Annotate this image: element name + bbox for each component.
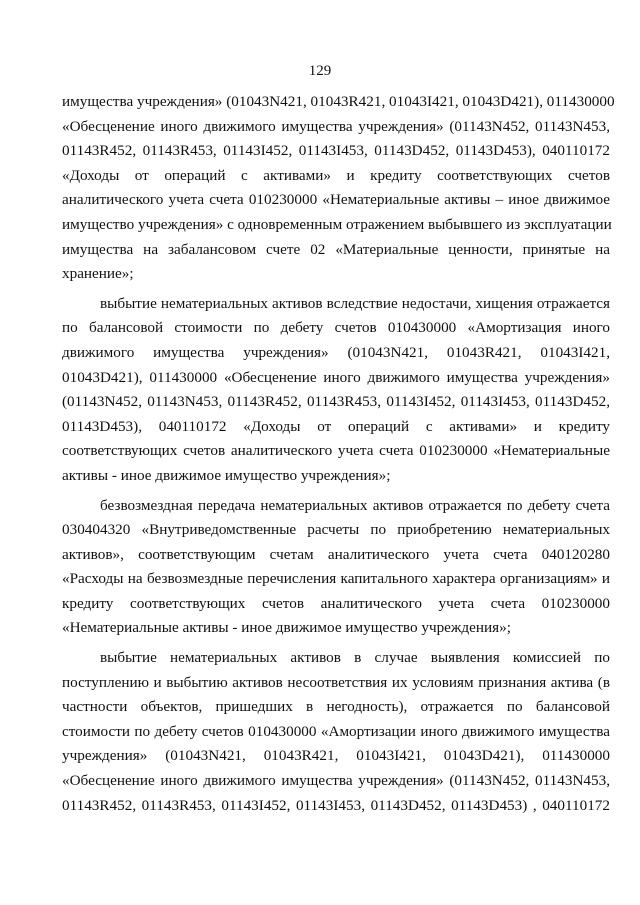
text-line: «Обесценение иного движимого имущества учреждения» (01143N452, 01143N453, [62,117,610,135]
text-line: кредиту соответствующих счетов аналитического учета счета 010230000 [62,594,610,612]
text-line: 01143R452, 01143R453, 01143I452, 01143I453, 01143D452, 01143D453) , 040110172 [62,796,610,814]
text-line: 01043D421), 011430000 «Обесценение иного движимого имущества учреждения» [62,368,610,386]
text-line: выбытие нематериальных активов вследствие недостачи, хищения отражается [100,294,610,312]
text-line: 030404320 «Внутриведомственные расчеты по приобретению нематериальных [62,521,610,539]
paragraph [62,292,610,489]
text-line: хранение»; [62,265,134,283]
text-line: стоимости по дебету счетов 010430000 «Амортизации иного движимого имущества [62,722,610,740]
text-line: «Нематериальные активы - иное движимое имущество учреждения»; [62,619,511,637]
text-line: аналитического учета счета 010230000 «Нематериальные активы – иное движимое [62,191,610,209]
text-line: поступлению и выбытию активов несоответствия их условиям признания актива (в [62,673,610,691]
text-line: соответствующих счетов аналитического учета счета 010230000 «Нематериальные [62,442,610,460]
text-line: «Расходы на безвозмездные перечисления капитального характера организациям» и [62,570,610,588]
text-line: выбытие нематериальных активов в случае выявления комиссией по [100,649,610,667]
text-line: по балансовой стоимости по дебету счетов 010430000 «Амортизация иного [62,319,610,337]
text-line: активов», соответствующим счетам аналитического учета счета 040120280 [62,545,610,563]
text-line: 01143R452, 01143R453, 01143I452, 01143I453, 01143D452, 01143D453), 040110172 [62,142,610,160]
text-line: имущество учреждения» с одновременным отражением выбывшего из эксплуатации [62,215,612,233]
text-line: «Доходы от операций с активами» и кредиту соответствующих счетов [62,166,610,184]
text-line: имущества на забалансовом счете 02 «Материальные ценности, принятые на [62,240,610,258]
paragraph [62,90,615,287]
page-number: 129 [308,63,332,79]
text-line: имущества учреждения» (01043N421, 01043R421, 01043I421, 01043D421), 011430000 [62,93,615,110]
text-line: учреждения» (01043N421, 01043R421, 01043I421, 01043D421), 011430000 [62,747,610,765]
text-line: «Обесценение иного движимого имущества учреждения» (01143N452, 01143N453, [62,772,610,790]
text-line: (01143N452, 01143N453, 01143R452, 01143R453, 01143I452, 01143I453, 01143D452, [62,393,610,411]
paragraph [62,646,610,818]
text-line: безвозмездная передача нематериальных активов отражается по дебету счета [100,496,610,514]
text-line: активы - иное движимое имущество учреждения»; [62,466,391,484]
text-line: движимого имущества учреждения» (01043N421, 01043R421, 01043I421, [62,343,610,361]
text-line: частности объектов, пришедших в негодность), отражается по балансовой [62,698,610,716]
document-body [62,90,615,818]
paragraph [62,494,610,642]
text-line: 01143D453), 040110172 «Доходы от операций с активами» и кредиту [62,417,610,435]
